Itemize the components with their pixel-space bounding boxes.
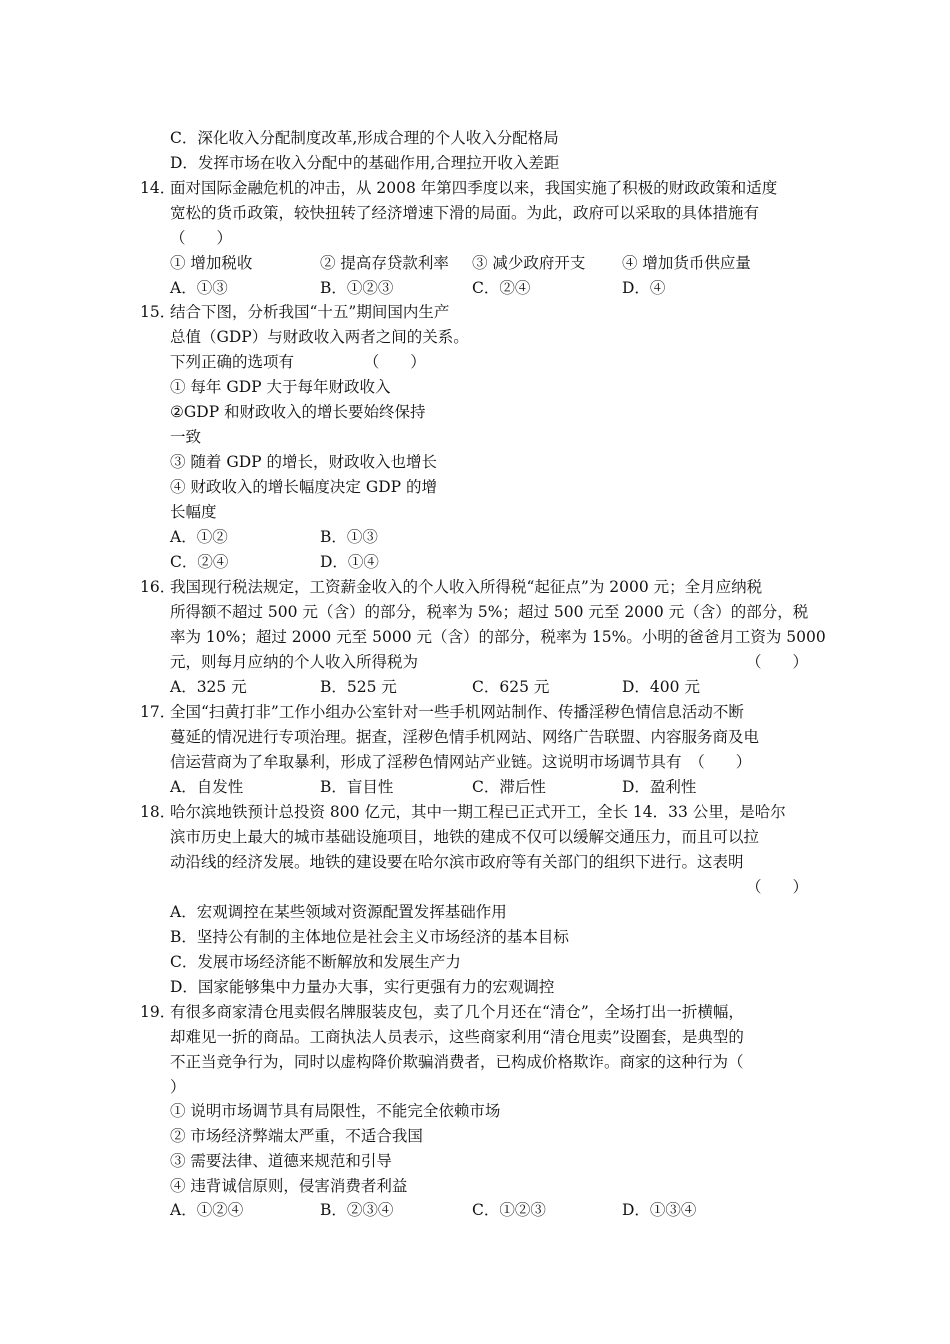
q15-item-cont: 一致 <box>170 428 202 446</box>
q17-option-c: C．滞后性 <box>472 778 546 796</box>
q19-item: ② 市场经济弊端太严重，不适合我国 <box>170 1127 423 1145</box>
q16-option-a: A．325 元 <box>170 678 247 696</box>
q18-line: 哈尔滨地铁预计总投资 800 亿元，其中一期工程已正式开工，全长 14．33 公里，是哈尔 <box>170 803 786 821</box>
q18-option-c: C．发展市场经济能不断解放和发展生产力 <box>170 953 461 971</box>
q15-option-c: C．②④ <box>170 553 229 571</box>
q14-line: 宽松的货币政策，较快扭转了经济增速下滑的局面。为此，政府可以采取的具体措施有 <box>170 204 760 222</box>
q19-option-d: D．①③④ <box>622 1201 697 1219</box>
q15-line: 结合下图，分析我国“十五”期间国内生产 <box>170 303 450 321</box>
q19-line: 有很多商家清仓甩卖假名牌服装皮包，卖了几个月还在“清仓”，全场打出一折横幅， <box>170 1003 744 1021</box>
q17-line: 蔓延的情况进行专项治理。据查，淫秽色情手机网站、网络广告联盟、内容服务商及电 <box>170 728 760 746</box>
q16-line: 率为 10%；超过 2000 元至 5000 元（含）的部分，税率为 15%。小明的爸爸月工资为 5000 <box>170 628 826 646</box>
q15-line: 下列正确的选项有 （ ） <box>170 353 426 371</box>
q18-answer-paren: （ ） <box>746 878 809 896</box>
q17-number: 17． <box>140 703 176 721</box>
q16-number: 16． <box>140 578 176 596</box>
q14-line: 面对国际金融危机的冲击，从 2008 年第四季度以来，我国实施了积极的财政政策和适度 <box>170 179 778 197</box>
q15-item: ① 每年 GDP 大于每年财政收入 <box>170 378 391 396</box>
q15-item: ②GDP 和财政收入的增长要始终保持 <box>170 403 426 421</box>
q14-item: ② 提高存贷款利率 <box>320 254 449 272</box>
q14-item: ③ 减少政府开支 <box>472 254 586 272</box>
q17-line: 全国“扫黄打非”工作小组办公室针对一些手机网站制作、传播淫秽色情信息活动不断 <box>170 703 744 721</box>
q19-line: 不正当竞争行为，同时以虚构降价欺骗消费者，已构成价格欺诈。商家的这种行为（ <box>170 1053 744 1071</box>
q13-option-d: D．发挥市场在收入分配中的基础作用,合理拉开收入差距 <box>170 154 560 172</box>
q15-option-a: A．①② <box>170 528 228 546</box>
q19-option-b: B．②③④ <box>320 1201 394 1219</box>
q17-option-d: D．盈利性 <box>622 778 697 796</box>
q14-item: ④ 增加货币供应量 <box>622 254 751 272</box>
q19-item: ③ 需要法律、道德来规范和引导 <box>170 1152 392 1170</box>
q14-option-c: C．②④ <box>472 279 531 297</box>
q19-item: ④ 违背诚信原则，侵害消费者利益 <box>170 1177 408 1195</box>
q18-option-a: A．宏观调控在某些领域对资源配置发挥基础作用 <box>170 903 507 921</box>
q17-option-a: A．自发性 <box>170 778 244 796</box>
q15-option-d: D．①④ <box>320 553 379 571</box>
q18-number: 18． <box>140 803 176 821</box>
q19-line: ） <box>170 1078 186 1096</box>
q18-option-d: D．国家能够集中力量办大事，实行更强有力的宏观调控 <box>170 978 555 996</box>
q19-option-a: A．①②④ <box>170 1201 244 1219</box>
q18-line: 滨市历史上最大的城市基础设施项目，地铁的建成不仅可以缓解交通压力，而且可以拉 <box>170 828 760 846</box>
q16-option-d: D．400 元 <box>622 678 700 696</box>
q18-option-b: B．坚持公有制的主体地位是社会主义市场经济的基本目标 <box>170 928 569 946</box>
q16-option-b: B．525 元 <box>320 678 397 696</box>
q14-option-d: D．④ <box>622 279 666 297</box>
q15-number: 15． <box>140 303 176 321</box>
q15-option-b: B．①③ <box>320 528 378 546</box>
q16-answer-paren: （ ） <box>746 653 809 671</box>
q15-line: 总值（GDP）与财政收入两者之间的关系。 <box>170 328 469 346</box>
q15-item: ④ 财政收入的增长幅度决定 GDP 的增 <box>170 478 438 496</box>
q14-item: ① 增加税收 <box>170 254 253 272</box>
q13-option-c: C．深化收入分配制度改革,形成合理的个人收入分配格局 <box>170 129 559 147</box>
q19-number: 19． <box>140 1003 176 1021</box>
q19-option-c: C．①②③ <box>472 1201 546 1219</box>
q16-line: 我国现行税法规定，工资薪金收入的个人收入所得税“起征点”为 2000 元；全月应纳税 <box>170 578 763 596</box>
q18-line: 动沿线的经济发展。地铁的建设要在哈尔滨市政府等有关部门的组织下进行。这表明 <box>170 853 744 871</box>
q19-item: ① 说明市场调节具有局限性，不能完全依赖市场 <box>170 1102 501 1120</box>
q14-option-b: B．①②③ <box>320 279 394 297</box>
q16-line: 所得额不超过 500 元（含）的部分，税率为 5%；超过 500 元至 2000 元（含）的部分，税 <box>170 603 809 621</box>
q16-option-c: C．625 元 <box>472 678 550 696</box>
q14-answer-paren: （ ） <box>170 229 233 247</box>
q17-line: 信运营商为了牟取暴利，形成了淫秽色情网站产业链。这说明市场调节具有 （ ） <box>170 753 752 771</box>
q15-item-cont: 长幅度 <box>170 503 217 521</box>
q14-number: 14． <box>140 179 176 197</box>
q15-item: ③ 随着 GDP 的增长，财政收入也增长 <box>170 453 438 471</box>
q17-option-b: B．盲目性 <box>320 778 394 796</box>
q16-line: 元，则每月应纳的个人收入所得税为 <box>170 653 419 671</box>
q19-line: 却难见一折的商品。工商执法人员表示，这些商家利用“清仓甩卖”设圈套，是典型的 <box>170 1028 744 1046</box>
q14-option-a: A．①③ <box>170 279 228 297</box>
